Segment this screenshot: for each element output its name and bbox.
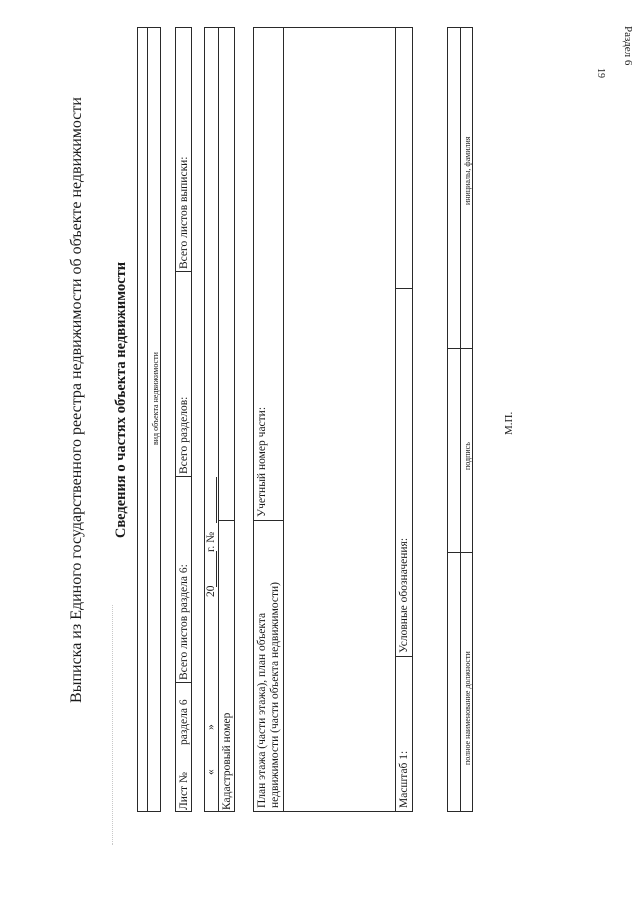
total-sections-label: Всего разделов:: [178, 396, 190, 474]
page-number: 19: [595, 68, 606, 78]
section-reference: Раздел 6: [622, 26, 634, 66]
section-subtitle: Сведения о частях объекта недвижимости: [113, 261, 129, 539]
scale-label: Масштаб 1:: [398, 750, 410, 808]
section-label: раздела 6: [178, 699, 190, 745]
date-year-suffix: г. №: [205, 531, 217, 552]
sheet-number-label: Лист №: [178, 772, 190, 810]
plan-label-line1: План этажа (части этажа), план объекта: [256, 612, 268, 808]
stamp-mark: М.П.: [503, 411, 515, 435]
part-number-label: Учетный номер части:: [256, 406, 268, 517]
date-year-prefix: 20: [205, 585, 217, 597]
name-caption: инициалы, фамилия: [463, 136, 472, 205]
total-sheets-label: Всего листов выписки:: [178, 156, 190, 269]
object-type-caption: вид объекта недвижимости: [151, 352, 160, 445]
legend-label: Условные обозначения:: [398, 537, 410, 653]
date-quote-open: «: [205, 769, 217, 775]
signature-caption: подпись: [463, 442, 472, 470]
plan-label-line2: недвижимости (части объекта недвижимости): [269, 581, 281, 808]
date-quote-close: »: [205, 724, 217, 730]
cadastral-number-label: Кадастровый номер: [221, 712, 233, 810]
document-title: Выписка из Единого государственного реестра недвижимости об объекте недвижимости: [68, 97, 85, 703]
total-sheets-section-label: Всего листов раздела 6:: [178, 564, 190, 680]
position-caption: полное наименование должности: [463, 651, 472, 765]
